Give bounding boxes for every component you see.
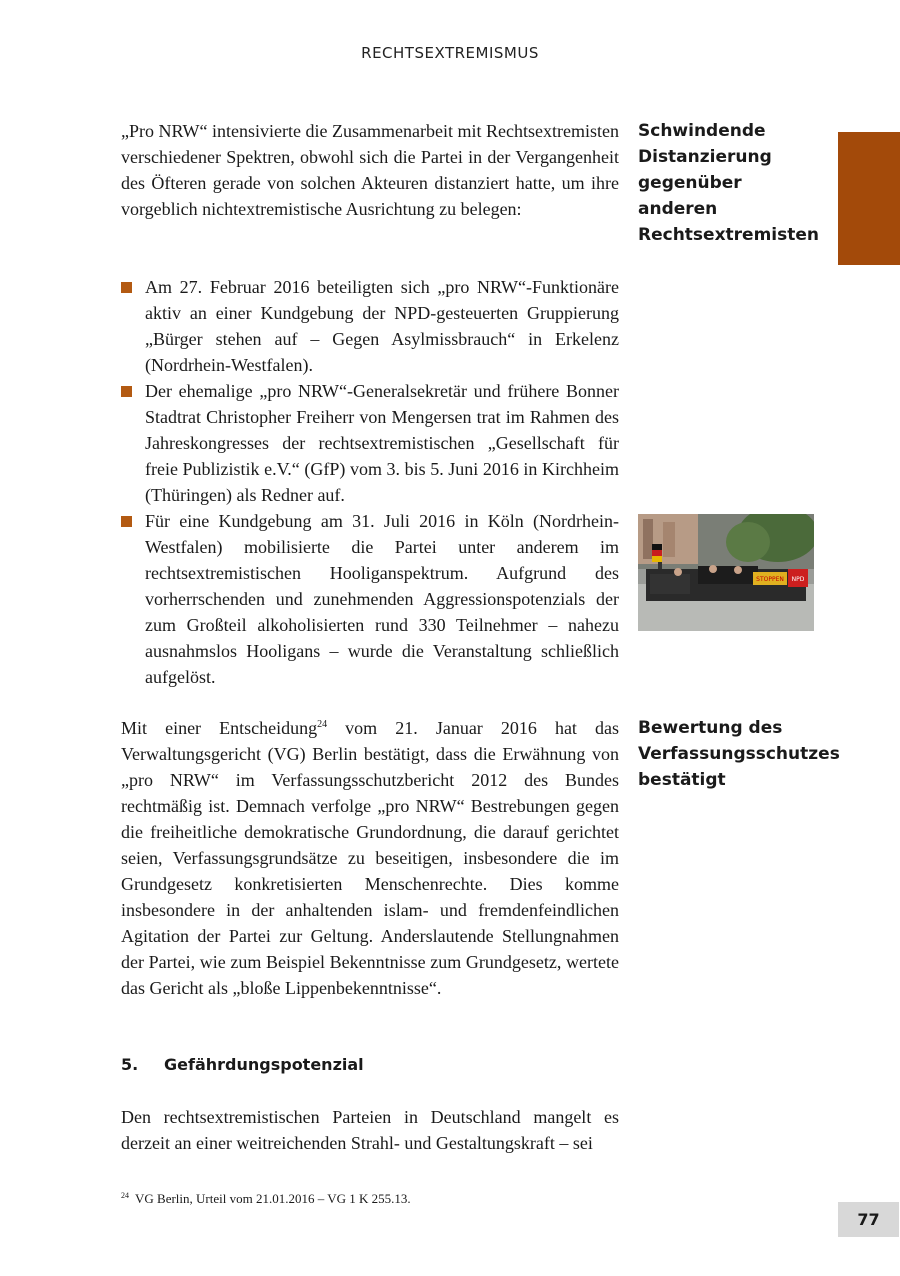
chapter-tab-marker [838, 132, 900, 265]
list-item [121, 274, 619, 378]
sidebar-heading-line: bestätigt [638, 770, 726, 790]
list-item-text: Der ehemalige „pro NRW“-Generalsekretär und frühere Bonner Stadtrat Christopher Freiherr von Mengersen trat im Rahmen des Jahreskongresses der rechtsextremistischen „Gesellschaft für freie Publizistik e.V.“ (GfP) vom 3. bis 5. Juni 2016 in Kirchheim (Thüringen) als Redner auf. [145, 381, 619, 505]
bullet-list [121, 274, 619, 690]
bullet-square-icon [121, 516, 132, 527]
footnote-text: VG Berlin, Urteil vom 21.01.2016 – VG 1 K 255.13. [135, 1191, 411, 1206]
sidebar-heading-bewertung [638, 715, 840, 793]
sidebar-heading-distanzierung [638, 118, 818, 248]
bullet-square-icon [121, 282, 132, 293]
court-text-rest: vom 21. Januar 2016 hat das Verwaltungsgericht (VG) Berlin bestätigt, dass die Erwähnung von „pro NRW“ im Verfassungsschutzbericht 2012 des Bundes rechtmäßig ist. Demnach verfolge „pro NRW“ Bestrebungen gegen die freiheitliche demokratische Grundordnung, die darauf gerichtet seien, Verfassungsgrundsätze zu beseitigen, insbesondere die im Grundgesetz konkretisierten Menschenrechte. Dies komme insbesondere in der anhaltenden islam- und fremdenfeindlichen Agitation der Partei zur Geltung. Anderslautende Stellungnahmen der Partei, wie zum Beispiel Bekenntnisse zum Grundgesetz, wertete das Gericht als „bloße Lippenbekenntnisse“. [121, 718, 619, 998]
court-decision-paragraph [121, 715, 619, 1001]
list-item-text: Für eine Kundgebung am 31. Juli 2016 in Köln (Nordrhein-Westfalen) mobilisierte die Partei unter anderem im rechtsextremistischen Hooliganspektrum. Aufgrund des vorherrschenden und zunehmenden Aggressionspotenzials der zum Großteil alkoholisierten rund 330 Teilnehmer – nahezu ausnahmslos Hooligans – wurde die Veranstaltung schließlich aufgelöst. [145, 511, 619, 687]
demonstration-photo [638, 514, 814, 631]
page-number: 77 [838, 1202, 899, 1237]
sidebar-heading-line: Bewertung des [638, 718, 783, 738]
demonstration-photo-graphic [638, 514, 814, 631]
running-header: RECHTSEXTREMISMUS [361, 44, 539, 62]
section-heading [121, 1054, 619, 1076]
sidebar-heading-line: Schwindende [638, 121, 766, 141]
footnote [121, 1187, 621, 1208]
section-title: Gefährdungspotenzial [164, 1055, 364, 1074]
list-item [121, 378, 619, 508]
section-paragraph: Den rechtsextremistischen Parteien in Deutschland mangelt es derzeit an einer weitreichenden Strahl- und Gestaltungskraft – sei [121, 1107, 619, 1153]
intro-paragraph: „Pro NRW“ intensivierte die Zusammenarbeit mit Rechtsextremisten verschiedener Spektren, obwohl sich die Partei in der Vergangenheit des Öfteren gerade von solchen Akteuren distanziert hatte, um ihre vorgeblich nichtextremistische Ausrichtung zu belegen: [121, 121, 619, 219]
bullet-square-icon [121, 386, 132, 397]
sidebar-heading-line: Verfassungsschutzes [638, 744, 840, 764]
sidebar-heading-line: Rechtsextremisten [638, 225, 819, 245]
list-item-text: Am 27. Februar 2016 beteiligten sich „pro NRW“-Funktionäre aktiv an einer Kundgebung der NPD-gesteuerten Gruppierung „Bürger stehen auf – Gegen Asylmissbrauch“ in Erkelenz (Nordrhein-Westfalen). [145, 277, 619, 375]
section-number: 5. [121, 1055, 139, 1074]
list-item [121, 508, 619, 690]
sidebar-heading-line: Distanzierung [638, 147, 772, 167]
court-text-start: Mit einer Entscheidung [121, 718, 318, 738]
sidebar-heading-line: gegenüber anderen [638, 173, 742, 219]
footnote-mark: 24 [121, 1191, 129, 1200]
banner-text: STOPPEN [756, 576, 784, 583]
flag-text: NPD [791, 576, 805, 583]
footnote-reference[interactable]: 24 [317, 719, 328, 730]
